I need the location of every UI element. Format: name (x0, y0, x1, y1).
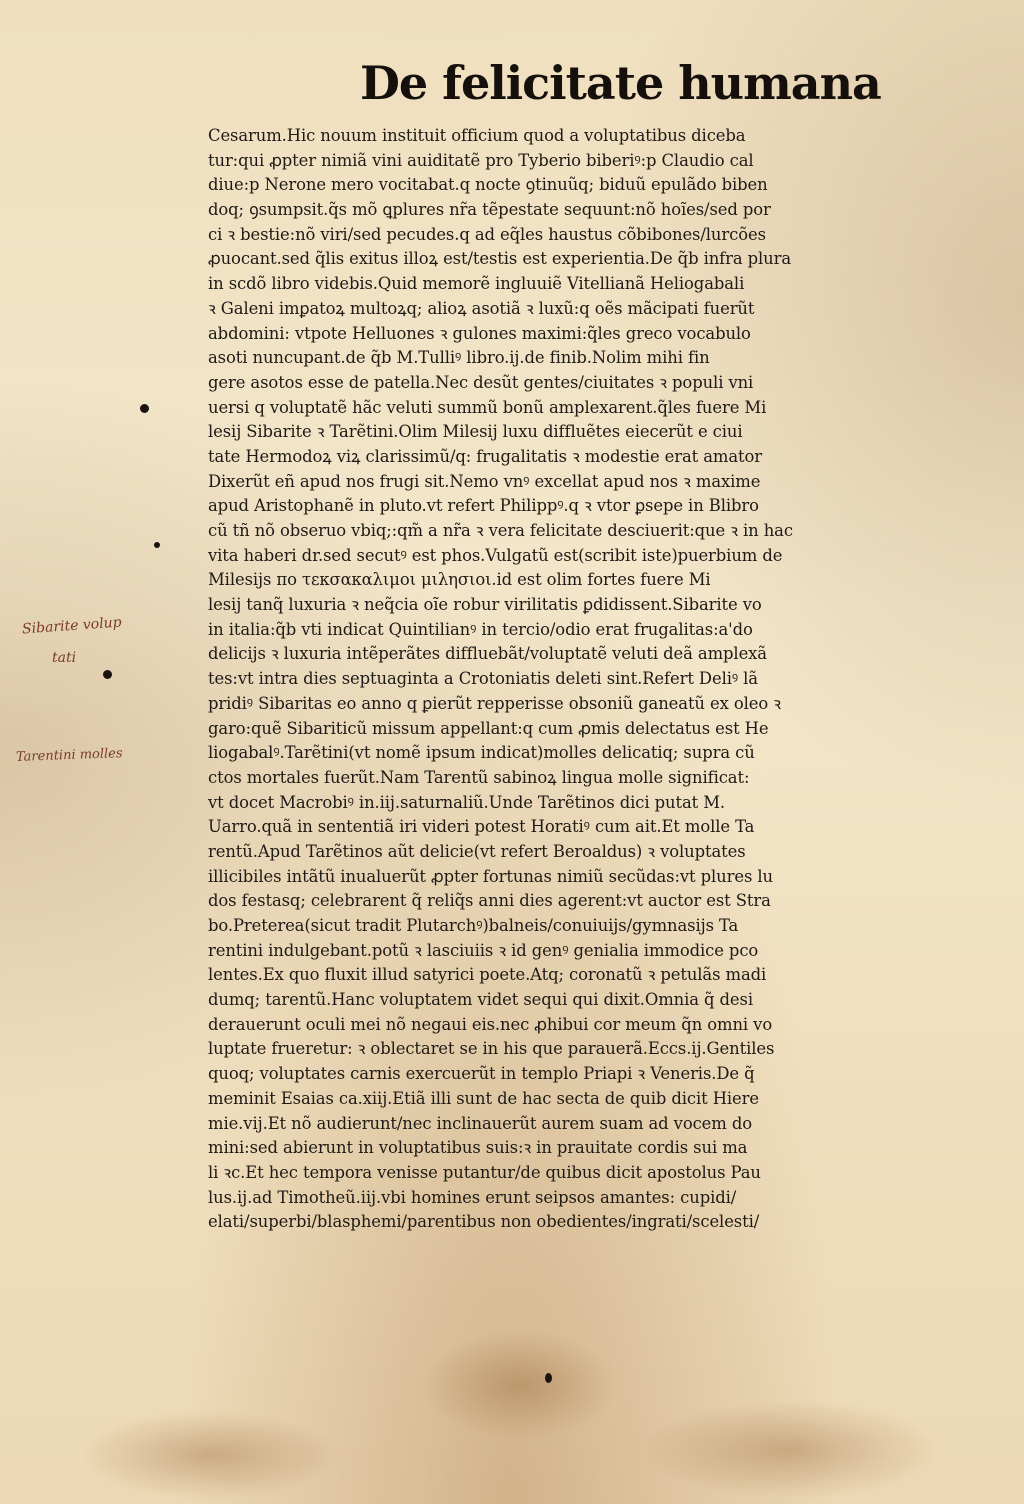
ink-dot (545, 1373, 552, 1383)
text-line: meminit Esaias ca.xiij.Etiã illi sunt de hac secta de quib dicit Hiere (208, 1088, 759, 1108)
text-line: bo.Preterea(sicut tradit Plutarchꝰ)balneis/conuiuijs/gymnasijs Ta (208, 916, 739, 935)
text-line: dumq; tarentũ.Hanc voluptatem videt sequi qui dixit.Omnia q̃ desi (208, 990, 753, 1010)
body-text (208, 124, 968, 1235)
ink-dot (154, 542, 160, 548)
text-line: ꝓuocant.sed q̃lis exitus illoꝝ est/testis est experientia.De q̃b infra plura (208, 249, 792, 269)
text-line: tate Hermodoꝝ viꝝ clarissimũ/q: frugalitatis ꝛ modestie erat amator (208, 446, 763, 466)
margin-note-sibarite: Sibarite volup (21, 614, 123, 638)
water-stain (420, 1330, 620, 1440)
ink-dot (140, 404, 149, 413)
text-line: Cesarum.Hic nouum instituit officium quod a voluptatibus diceba (208, 126, 746, 145)
margin-note-tarentini: Tarentini molles (15, 746, 123, 765)
text-line: derauerunt oculi mei nõ negaui eis.nec ꝓhibui cor meum q̃n omni vo (208, 1014, 773, 1034)
text-line: doq; ꝯsumpsit.q̃s mõ ꝗplures nr̃a tẽpestate sequunt:nõ hoĩes/sed por (208, 200, 771, 220)
text-line: cũ tñ nõ obseruo vbiq;:qm̃ a nr̃a ꝛ vera felicitate desciuerit:que ꝛ in hac (208, 521, 793, 540)
text-line: ctos mortales fuerũt.Nam Tarentũ sabinoꝝ lingua molle significat: (208, 767, 750, 787)
text-line: vt docet Macrobiꝰ in.iij.saturnaliũ.Unde Tarẽtinos dici putat M. (208, 792, 726, 812)
text-line: Dixerũt eñ apud nos frugi sit.Nemo vnꝰ excellat apud nos ꝛ maxime (208, 471, 761, 491)
text-line: lentes.Ex quo fluxit illud satyrici poete.Atq; coronatũ ꝛ petulãs madi (208, 965, 767, 985)
text-line: quoq; voluptates carnis exercuerũt in templo Priapi ꝛ Veneris.De q̃ (208, 1064, 755, 1084)
ink-dot (103, 670, 112, 679)
text-line: abdomini: vtpote Helluones ꝛ gulones maximi:q̃les greco vocabulo (208, 323, 751, 343)
text-line: vita haberi dr.sed secutꝰ est phos.Vulgatũ est(scribit iste)puerbium de (208, 545, 783, 565)
page-title: De felicitate humana (360, 56, 881, 110)
text-line: apud Aristophanẽ in pluto.vt refert Philippꝰ.q ꝛ vtor ꝑsepe in Blibro (208, 496, 759, 516)
text-line: garo:quẽ Sibariticũ missum appellant:q cum ꝓmis delectatus est He (208, 718, 769, 738)
text-line: mini:sed abierunt in voluptatibus suis:ꝛ in prauitate cordis sui ma (208, 1138, 748, 1158)
text-line: ci ꝛ bestie:nõ viri/sed pecudes.q ad eq̃les haustus cõbibones/lurcões (208, 224, 766, 244)
text-line: lesij tanq̃ luxuria ꝛ neq̃cia oĩe robur virilitatis ꝑdidissent.Sibarite vo (208, 595, 762, 615)
text-line: in scdõ libro videbis.Quid memorẽ ingluuiẽ Vitellianã Heliogabali (208, 274, 745, 294)
text-line: ꝛ Galeni imꝑatoꝝ multoꝝq; alioꝝ asotiã ꝛ luxũ:q oẽs mãcipati fuerũt (208, 298, 755, 318)
text-line: rentũ.Apud Tarẽtinos aũt delicie(vt refert Beroaldus) ꝛ voluptates (208, 841, 746, 861)
text-line: mie.vij.Et nõ audierunt/nec inclinauerũt aurem suam ad vocem do (208, 1113, 752, 1133)
text-line: dos festasq; celebrarent q̃ reliq̃s anni dies agerent:vt auctor est Stra (208, 891, 771, 911)
text-line: tes:vt intra dies septuaginta a Crotoniatis deleti sint.Refert Deliꝰ lã (208, 669, 758, 689)
water-stain (80, 1410, 340, 1500)
text-line: lus.ij.ad Timotheũ.iij.vbi homines erunt seipsos amantes: cupidi/ (208, 1187, 737, 1207)
margin-note-sibarite-cont: tati (52, 650, 77, 666)
text-line: asoti nuncupant.de q̃b M.Tulliꝰ libro.ij.de finib.Nolim mihi fin (208, 348, 710, 368)
text-line: Milesijs πο τεκσακαλιμοι μιλησιοι.id est olim fortes fuere Mi (208, 570, 711, 590)
text-line: li ꝛc.Et hec tempora venisse putantur/de quibus dicit apostolus Pau (208, 1162, 761, 1182)
text-line: Uarro.quã in sententiã iri videri potest Horatiꝰ cum ait.Et molle Ta (208, 817, 755, 837)
text-line: delicijs ꝛ luxuria intẽperãtes diffluebãt/voluptatẽ veluti deã amplexã (208, 644, 767, 664)
text-line: luptate frueretur: ꝛ oblectaret se in his que parauerã.Eccs.ij.Gentiles (208, 1039, 775, 1059)
text-line: diue:p Nerone mero vocitabat.q nocte ꝯtinuũq; biduũ epulãdo biben (208, 175, 768, 195)
text-line: liogabalꝰ.Tarẽtini(vt nomẽ ipsum indicat)molles delicatiq; supra cũ (208, 743, 755, 763)
text-line: illicibiles intãtũ inualuerũt ꝓpter fortunas nimiũ secũdas:vt plures lu (208, 866, 773, 886)
text-line: gere asotos esse de patella.Nec desũt gentes/ciuitates ꝛ populi vni (208, 372, 754, 392)
text-line: uersi q voluptatẽ hãc veluti summũ bonũ amplexarent.q̃les fuere Mi (208, 397, 767, 417)
text-line: pridiꝰ Sibaritas eo anno q ꝑierũt repperisse obsoniũ ganeatũ ex oleo ꝛ (208, 693, 781, 713)
water-stain (640, 1400, 940, 1500)
text-line: in italia:q̃b vti indicat Quintilianꝰ in tercio/odio erat frugalitas:a'do (208, 619, 753, 639)
text-line: rentini indulgebant.potũ ꝛ lasciuiis ꝛ id genꝰ genialia immodice pco (208, 940, 759, 960)
text-line: tur:qui ꝓpter nimiã vini auiditatẽ pro Tyberio biberiꝰ:p Claudio cal (208, 150, 754, 170)
text-line: elati/superbi/blasphemi/parentibus non obedientes/ingrati/scelesti/ (208, 1212, 760, 1232)
text-line: lesij Sibarite ꝛ Tarẽtini.Olim Milesij luxu diffluẽtes eiecerũt e ciui (208, 422, 743, 442)
